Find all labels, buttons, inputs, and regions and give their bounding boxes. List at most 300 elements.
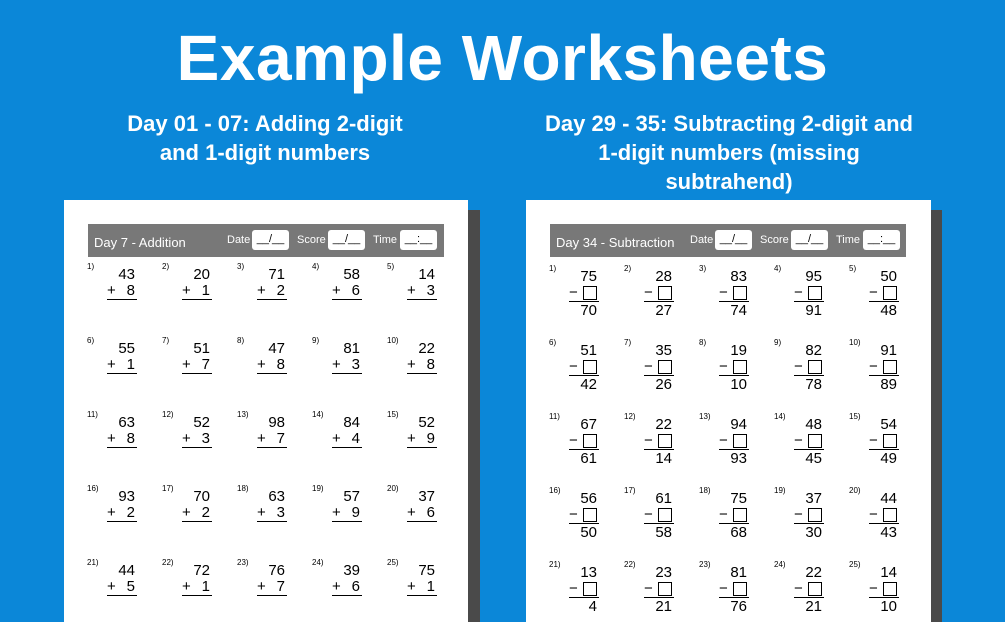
minuend: 39 xyxy=(343,562,360,579)
operator-sign: + xyxy=(257,578,266,595)
addend: 1 xyxy=(426,578,435,595)
subtraction-problem xyxy=(624,412,684,472)
addition-problem xyxy=(237,558,297,618)
addend: 6 xyxy=(351,578,360,595)
difference: 68 xyxy=(730,524,747,541)
problem-number: 18) xyxy=(237,484,249,493)
problem-number: 16) xyxy=(87,484,99,493)
answer-box xyxy=(808,286,822,300)
subtraction-problem xyxy=(549,412,609,472)
addition-problem xyxy=(87,484,147,544)
addition-problem xyxy=(162,262,222,322)
problem-number: 11) xyxy=(87,410,98,419)
operator-sign: − xyxy=(644,580,653,597)
subtraction-problem xyxy=(774,338,834,398)
minuend: 37 xyxy=(418,488,435,505)
minuend: 51 xyxy=(193,340,210,357)
operator-sign: + xyxy=(332,504,341,521)
subtraction-problem xyxy=(699,338,759,398)
addend: 3 xyxy=(201,430,210,447)
right-worksheet-subtitle xyxy=(520,109,938,196)
addition-problem xyxy=(237,484,297,544)
operand-line xyxy=(257,431,287,448)
minuend: 50 xyxy=(880,268,897,285)
minuend: 54 xyxy=(880,416,897,433)
addition-problem xyxy=(162,558,222,618)
operand-line xyxy=(182,579,212,596)
problem-number: 20) xyxy=(387,484,399,493)
problem-number: 17) xyxy=(162,484,174,493)
operand-line xyxy=(182,431,212,448)
operand-line xyxy=(407,357,437,374)
operand-line xyxy=(869,507,899,524)
problem-number: 13) xyxy=(237,410,249,419)
addend: 9 xyxy=(351,504,360,521)
operand-line xyxy=(569,433,599,450)
difference: 14 xyxy=(655,450,672,467)
minuend: 61 xyxy=(655,490,672,507)
operator-sign: − xyxy=(869,284,878,301)
subtraction-problem xyxy=(624,560,684,620)
operand-line xyxy=(719,285,749,302)
addend: 6 xyxy=(426,504,435,521)
minuend: 81 xyxy=(730,564,747,581)
operand-line xyxy=(719,359,749,376)
problem-number: 4) xyxy=(774,264,782,273)
answer-box xyxy=(658,434,672,448)
problem-number: 3) xyxy=(699,264,707,273)
answer-box xyxy=(808,360,822,374)
difference: 43 xyxy=(880,524,897,541)
subtraction-problem xyxy=(849,264,909,324)
problem-number: 21) xyxy=(549,560,561,569)
operator-sign: − xyxy=(719,432,728,449)
addend: 1 xyxy=(201,282,210,299)
minuend: 55 xyxy=(118,340,135,357)
addition-problem xyxy=(312,484,372,544)
left-subtitle-line1: Day 01 - 07: Adding 2-digit xyxy=(127,111,403,136)
problem-number: 15) xyxy=(849,412,861,421)
addend: 3 xyxy=(276,504,285,521)
addition-problem xyxy=(312,262,372,322)
problem-number: 21) xyxy=(87,558,99,567)
operator-sign: + xyxy=(182,578,191,595)
minuend: 51 xyxy=(580,342,597,359)
difference: 89 xyxy=(880,376,897,393)
date-field: __/__ xyxy=(252,230,289,250)
operand-line xyxy=(407,579,437,596)
operand-line xyxy=(332,505,362,522)
minuend: 35 xyxy=(655,342,672,359)
operator-sign: − xyxy=(794,580,803,597)
addend: 2 xyxy=(201,504,210,521)
operand-line xyxy=(332,283,362,300)
left-worksheet-subtitle xyxy=(100,109,430,167)
right-subtitle-line1: Day 29 - 35: Subtracting 2-digit and xyxy=(545,111,913,136)
operator-sign: − xyxy=(644,506,653,523)
difference: 21 xyxy=(805,598,822,615)
problem-number: 13) xyxy=(699,412,711,421)
minuend: 67 xyxy=(580,416,597,433)
difference: 26 xyxy=(655,376,672,393)
operator-sign: − xyxy=(569,506,578,523)
operand-line xyxy=(569,507,599,524)
problem-number: 24) xyxy=(312,558,324,567)
operator-sign: + xyxy=(257,282,266,299)
operator-sign: + xyxy=(107,282,116,299)
subtraction-problem xyxy=(699,412,759,472)
operator-sign: − xyxy=(719,284,728,301)
page-title: Example Worksheets xyxy=(176,22,829,94)
addend: 8 xyxy=(126,430,135,447)
answer-box xyxy=(883,286,897,300)
subtraction-problem xyxy=(699,486,759,546)
operand-line xyxy=(332,579,362,596)
minuend: 94 xyxy=(730,416,747,433)
operand-line xyxy=(107,431,137,448)
difference: 61 xyxy=(580,450,597,467)
problem-number: 6) xyxy=(549,338,557,347)
addend: 2 xyxy=(126,504,135,521)
operand-line xyxy=(407,431,437,448)
problem-number: 22) xyxy=(624,560,636,569)
operand-line xyxy=(869,581,899,598)
worksheet-header xyxy=(88,224,444,257)
operand-line xyxy=(719,433,749,450)
subtraction-problem xyxy=(849,560,909,620)
minuend: 98 xyxy=(268,414,285,431)
problem-number: 16) xyxy=(549,486,561,495)
difference: 49 xyxy=(880,450,897,467)
subtraction-problem xyxy=(624,264,684,324)
operator-sign: + xyxy=(332,356,341,373)
minuend: 44 xyxy=(880,490,897,507)
date-field: __/__ xyxy=(715,230,752,250)
operator-sign: − xyxy=(569,580,578,597)
operator-sign: + xyxy=(107,578,116,595)
answer-box xyxy=(883,508,897,522)
operator-sign: + xyxy=(332,430,341,447)
problem-number: 24) xyxy=(774,560,786,569)
answer-box xyxy=(733,508,747,522)
problem-number: 5) xyxy=(849,264,857,273)
minuend: 14 xyxy=(418,266,435,283)
operand-line xyxy=(107,283,137,300)
addition-problem xyxy=(237,336,297,396)
subtraction-problem xyxy=(549,486,609,546)
addition-worksheet xyxy=(64,200,468,622)
operator-sign: − xyxy=(719,580,728,597)
worksheet-title: Day 34 - Subtraction xyxy=(556,235,675,250)
addend: 3 xyxy=(351,356,360,373)
answer-box xyxy=(658,582,672,596)
score-field: __/__ xyxy=(791,230,828,250)
addend: 7 xyxy=(201,356,210,373)
minuend: 75 xyxy=(730,490,747,507)
answer-box xyxy=(808,582,822,596)
minuend: 70 xyxy=(193,488,210,505)
left-subtitle-line2: and 1-digit numbers xyxy=(159,140,371,165)
problem-number: 5) xyxy=(387,262,395,271)
operator-sign: − xyxy=(794,506,803,523)
operator-sign: − xyxy=(869,580,878,597)
problem-number: 19) xyxy=(774,486,786,495)
operator-sign: − xyxy=(794,358,803,375)
operand-line xyxy=(869,433,899,450)
minuend: 22 xyxy=(418,340,435,357)
operand-line xyxy=(794,433,824,450)
problem-number: 18) xyxy=(699,486,711,495)
answer-box xyxy=(583,360,597,374)
problem-number: 10) xyxy=(387,336,399,345)
operator-sign: + xyxy=(332,578,341,595)
operator-sign: + xyxy=(257,430,266,447)
operator-sign: + xyxy=(257,356,266,373)
difference: 27 xyxy=(655,302,672,319)
operand-line xyxy=(182,357,212,374)
operator-sign: + xyxy=(407,356,416,373)
difference: 21 xyxy=(655,598,672,615)
addition-problem xyxy=(162,336,222,396)
operator-sign: + xyxy=(332,282,341,299)
addition-problem xyxy=(237,410,297,470)
addition-problem xyxy=(387,484,447,544)
subtraction-problem xyxy=(549,560,609,620)
operand-line xyxy=(332,357,362,374)
operand-line xyxy=(644,433,674,450)
operand-line xyxy=(107,505,137,522)
problem-number: 20) xyxy=(849,486,861,495)
answer-box xyxy=(733,434,747,448)
subtraction-problem xyxy=(849,412,909,472)
problem-number: 17) xyxy=(624,486,636,495)
operand-line xyxy=(794,359,824,376)
score-label: Score xyxy=(760,234,789,246)
addend: 4 xyxy=(351,430,360,447)
minuend: 56 xyxy=(580,490,597,507)
subtraction-problem xyxy=(699,264,759,324)
addition-problem xyxy=(87,262,147,322)
addition-problem xyxy=(87,558,147,618)
difference: 58 xyxy=(655,524,672,541)
operator-sign: + xyxy=(182,282,191,299)
subtraction-problem xyxy=(549,338,609,398)
answer-box xyxy=(658,360,672,374)
operand-line xyxy=(719,581,749,598)
addition-problem xyxy=(87,410,147,470)
addition-problem xyxy=(387,262,447,322)
answer-box xyxy=(733,286,747,300)
problem-number: 14) xyxy=(312,410,324,419)
subtraction-problem xyxy=(624,486,684,546)
subtraction-problem xyxy=(624,338,684,398)
answer-box xyxy=(808,508,822,522)
right-subtitle-line3: subtrahend) xyxy=(665,169,793,194)
problem-number: 1) xyxy=(87,262,95,271)
operator-sign: − xyxy=(569,432,578,449)
subtraction-problem xyxy=(849,486,909,546)
problem-number: 9) xyxy=(312,336,320,345)
operand-line xyxy=(569,359,599,376)
right-subtitle-line2: 1-digit numbers (missing xyxy=(598,140,860,165)
problem-number: 23) xyxy=(699,560,711,569)
date-label: Date xyxy=(227,234,251,246)
problem-number: 8) xyxy=(237,336,245,345)
answer-box xyxy=(733,582,747,596)
operator-sign: − xyxy=(719,506,728,523)
subtraction-problem xyxy=(774,486,834,546)
problem-number: 12) xyxy=(162,410,174,419)
operand-line xyxy=(644,507,674,524)
difference: 50 xyxy=(580,524,597,541)
minuend: 58 xyxy=(343,266,360,283)
problem-number: 6) xyxy=(87,336,95,345)
subtraction-problem xyxy=(849,338,909,398)
minuend: 83 xyxy=(730,268,747,285)
operator-sign: + xyxy=(182,356,191,373)
operand-line xyxy=(407,283,437,300)
operator-sign: − xyxy=(869,506,878,523)
subtraction-worksheet xyxy=(526,200,931,622)
addend: 6 xyxy=(351,282,360,299)
minuend: 44 xyxy=(118,562,135,579)
operator-sign: + xyxy=(182,504,191,521)
addition-problem xyxy=(162,484,222,544)
minuend: 63 xyxy=(268,488,285,505)
minuend: 63 xyxy=(118,414,135,431)
minuend: 22 xyxy=(805,564,822,581)
addend: 2 xyxy=(276,282,285,299)
addend: 5 xyxy=(126,578,135,595)
operand-line xyxy=(794,581,824,598)
addend: 7 xyxy=(276,578,285,595)
addition-problem xyxy=(87,336,147,396)
operand-line xyxy=(257,357,287,374)
operator-sign: − xyxy=(644,284,653,301)
operator-sign: − xyxy=(569,358,578,375)
difference: 10 xyxy=(730,376,747,393)
minuend: 19 xyxy=(730,342,747,359)
problem-number: 23) xyxy=(237,558,249,567)
addition-problem xyxy=(387,410,447,470)
operator-sign: + xyxy=(257,504,266,521)
problem-number: 11) xyxy=(549,412,560,421)
operator-sign: − xyxy=(569,284,578,301)
score-label: Score xyxy=(297,234,326,246)
worksheet-title: Day 7 - Addition xyxy=(94,235,186,250)
problem-number: 8) xyxy=(699,338,707,347)
operand-line xyxy=(794,507,824,524)
minuend: 57 xyxy=(343,488,360,505)
date-label: Date xyxy=(690,234,714,246)
minuend: 72 xyxy=(193,562,210,579)
operand-line xyxy=(719,507,749,524)
addend: 7 xyxy=(276,430,285,447)
minuend: 95 xyxy=(805,268,822,285)
minuend: 52 xyxy=(418,414,435,431)
operator-sign: + xyxy=(107,504,116,521)
problem-number: 4) xyxy=(312,262,320,271)
score-field: __/__ xyxy=(328,230,365,250)
time-label: Time xyxy=(836,234,861,246)
operand-line xyxy=(407,505,437,522)
addend: 1 xyxy=(126,356,135,373)
operand-line xyxy=(332,431,362,448)
problem-number: 9) xyxy=(774,338,782,347)
operator-sign: − xyxy=(794,284,803,301)
operand-line xyxy=(182,505,212,522)
answer-box xyxy=(808,434,822,448)
answer-box xyxy=(733,360,747,374)
operand-line xyxy=(794,285,824,302)
addend: 8 xyxy=(276,356,285,373)
time-field: __:__ xyxy=(863,230,900,250)
operator-sign: − xyxy=(869,358,878,375)
subtraction-problem xyxy=(774,264,834,324)
addition-problem xyxy=(387,336,447,396)
minuend: 43 xyxy=(118,266,135,283)
minuend: 75 xyxy=(580,268,597,285)
problem-number: 25) xyxy=(387,558,399,567)
difference: 78 xyxy=(805,376,822,393)
operator-sign: − xyxy=(794,432,803,449)
operator-sign: + xyxy=(407,578,416,595)
subtraction-problem xyxy=(774,412,834,472)
difference: 10 xyxy=(880,598,897,615)
problem-number: 22) xyxy=(162,558,174,567)
problem-number: 2) xyxy=(162,262,170,271)
problem-number: 12) xyxy=(624,412,636,421)
addition-problem xyxy=(312,336,372,396)
problem-number: 7) xyxy=(162,336,170,345)
problem-number: 1) xyxy=(549,264,557,273)
minuend: 23 xyxy=(655,564,672,581)
addend: 3 xyxy=(426,282,435,299)
answer-box xyxy=(583,582,597,596)
operand-line xyxy=(257,579,287,596)
answer-box xyxy=(583,508,597,522)
operator-sign: + xyxy=(407,504,416,521)
answer-box xyxy=(883,434,897,448)
difference: 42 xyxy=(580,376,597,393)
operand-line xyxy=(257,283,287,300)
answer-box xyxy=(583,286,597,300)
operator-sign: + xyxy=(407,430,416,447)
difference: 45 xyxy=(805,450,822,467)
operand-line xyxy=(257,505,287,522)
operand-line xyxy=(644,581,674,598)
subtraction-problem xyxy=(699,560,759,620)
operand-line xyxy=(569,581,599,598)
minuend: 47 xyxy=(268,340,285,357)
problem-number: 15) xyxy=(387,410,399,419)
operator-sign: + xyxy=(407,282,416,299)
minuend: 82 xyxy=(805,342,822,359)
operator-sign: − xyxy=(644,358,653,375)
minuend: 48 xyxy=(805,416,822,433)
answer-box xyxy=(883,360,897,374)
operator-sign: + xyxy=(107,356,116,373)
time-field: __:__ xyxy=(400,230,437,250)
worksheet-header xyxy=(550,224,906,257)
minuend: 14 xyxy=(880,564,897,581)
minuend: 93 xyxy=(118,488,135,505)
operand-line xyxy=(182,283,212,300)
operand-line xyxy=(644,359,674,376)
operand-line xyxy=(869,359,899,376)
problem-number: 3) xyxy=(237,262,245,271)
answer-box xyxy=(658,286,672,300)
